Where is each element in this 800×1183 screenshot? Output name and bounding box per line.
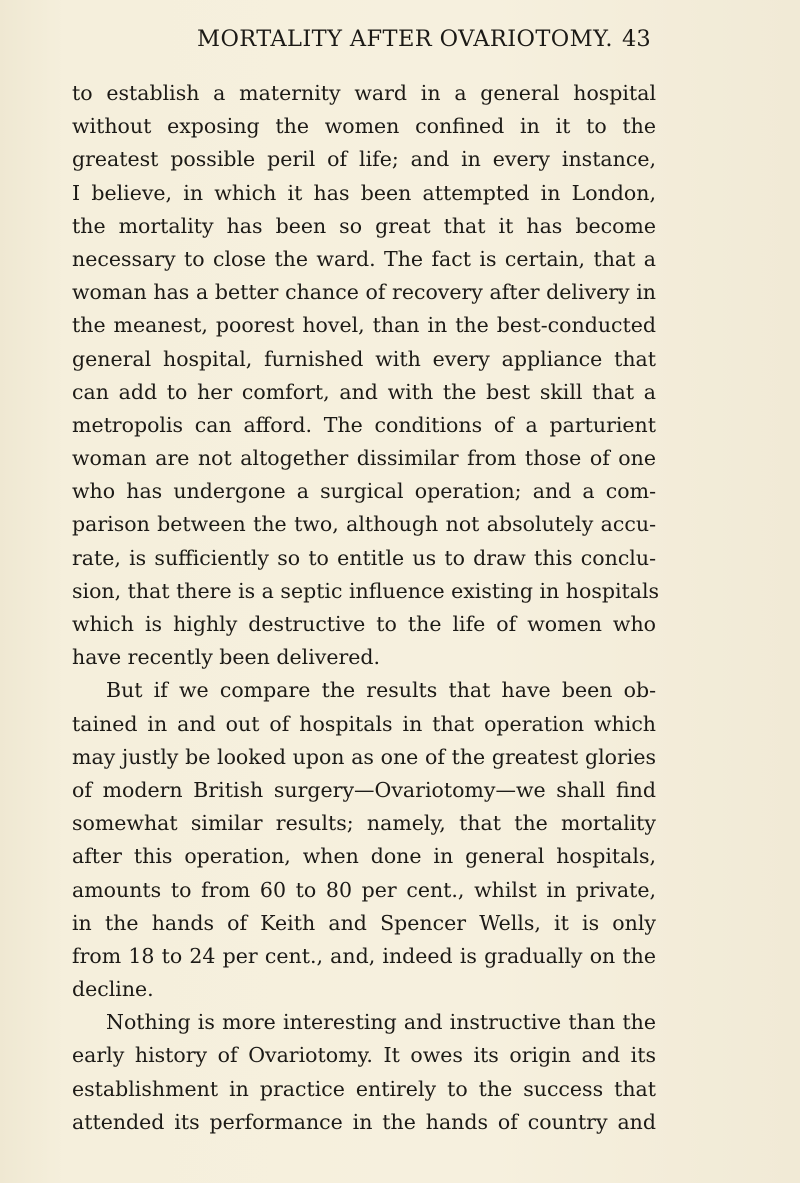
text-line: can add to her comfort, and with the best skill that a [72,379,656,404]
text-line: I believe, in which it has been attempted in London, [72,180,656,205]
text-line: parison between the two, although not absolutely accu- [72,512,656,537]
text-line: amounts to from 60 to 80 per cent., whilst in private, [72,877,656,902]
text-line: have recently been delivered. [72,645,381,670]
page-number: 43 [622,26,651,52]
text-line: who has undergone a surgical operation; and a com- [72,479,656,504]
text-line: metropolis can afford. The conditions of a parturient [72,412,656,437]
text-line: woman are not altogether dissimilar from those of one [72,446,656,471]
text-line: without exposing the women confined in it to the [72,114,656,139]
text-line: sion, that there is a septic influence existing in hospitals [72,578,660,603]
text-line: the meanest, poorest hovel, than in the best-conducted [72,313,656,338]
text-line: of modern British surgery—Ovariotomy—we shall find [72,777,656,802]
text-line: may justly be looked upon as one of the greatest glories [72,744,656,769]
text-line: the mortality has been so great that it has become [72,213,656,238]
text-line: in the hands of Keith and Spencer Wells, it is only [72,910,656,935]
text-line: woman has a better chance of recovery after delivery in [72,280,656,305]
text-line: somewhat similar results; namely, that the mortality [72,811,656,836]
text-line: which is highly destructive to the life of women who [72,612,656,636]
text-line: rate, is sufficiently so to entitle us to draw this conclu- [72,545,656,570]
text-line: after this operation, when done in general hospitals, [72,844,656,869]
text-line: But if we compare the results that have been ob- [106,678,656,703]
text-line: from 18 to 24 per cent., and, indeed is gradually on the [72,943,656,968]
body-text [72,77,660,1139]
text-line: to establish a maternity ward in a general hospital [72,81,656,105]
text-line: Nothing is more interesting and instructive than the [106,1010,656,1035]
text-line: decline. [72,977,154,1002]
text-line: necessary to close the ward. The fact is certain, that a [72,246,656,271]
text-line: establishment in practice entirely to the success that [72,1076,656,1101]
text-line: general hospital, furnished with every appliance that [72,346,656,371]
text-line: early history of Ovariotomy. It owes its origin and its [72,1043,656,1068]
text-line: greatest possible peril of life; and in every instance, [72,147,656,172]
text-line: attended its performance in the hands of country and [72,1109,656,1134]
running-title: MORTALITY AFTER OVARIOTOMY. [197,26,613,52]
text-line: tained in and out of hospitals in that operation which [72,711,656,736]
